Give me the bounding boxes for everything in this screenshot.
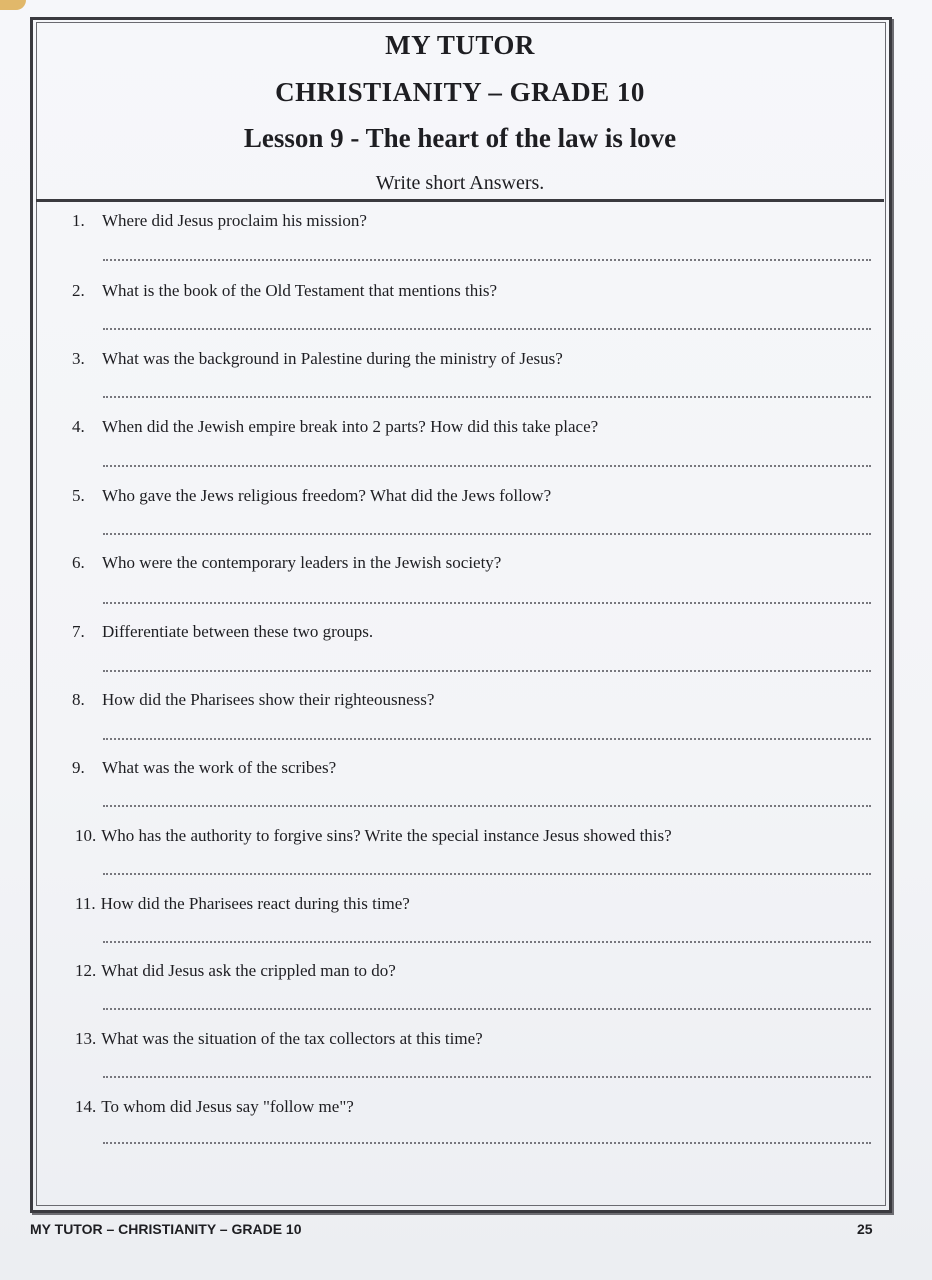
header-box <box>36 22 884 202</box>
answer-line[interactable] <box>103 465 871 467</box>
answer-line[interactable] <box>103 328 871 330</box>
question-text: What was the background in Palestine during the ministry of Jesus? <box>102 349 563 368</box>
question-text: When did the Jewish empire break into 2 parts? How did this take place? <box>102 417 599 436</box>
page-number: 25 <box>857 1221 873 1237</box>
publisher-title: MY TUTOR <box>385 30 535 60</box>
question-text: Where did Jesus proclaim his mission? <box>102 211 367 230</box>
answer-line[interactable] <box>103 805 871 807</box>
question-text: Who gave the Jews religious freedom? What did the Jews follow? <box>102 486 552 505</box>
question-number: 6. <box>72 553 85 572</box>
question-item <box>75 961 396 981</box>
corner-mark <box>0 0 26 10</box>
question-text: What is the book of the Old Testament that mentions this? <box>102 281 498 300</box>
instruction-text: Write short Answers. <box>375 172 545 194</box>
question-item <box>72 553 501 573</box>
answer-line[interactable] <box>103 533 871 535</box>
footer-title: MY TUTOR – CHRISTIANITY – GRADE 10 <box>30 1221 302 1237</box>
question-number: 12. <box>75 961 97 980</box>
answer-line[interactable] <box>103 1008 871 1010</box>
question-number: 4. <box>72 417 85 436</box>
question-text: Who were the contemporary leaders in the Jewish society? <box>102 553 502 572</box>
question-number: 2. <box>72 281 85 300</box>
question-item <box>72 211 367 231</box>
answer-line[interactable] <box>103 1076 871 1078</box>
answer-line[interactable] <box>103 941 871 943</box>
question-text: Differentiate between these two groups. <box>102 622 374 641</box>
question-text: What did Jesus ask the crippled man to do? <box>101 961 396 980</box>
question-number: 1. <box>72 211 85 230</box>
question-item <box>75 826 672 846</box>
question-number: 14. <box>75 1097 97 1116</box>
question-item <box>72 281 497 301</box>
question-text: How did the Pharisees react during this time? <box>100 894 410 913</box>
answer-line[interactable] <box>103 259 871 261</box>
question-text: What was the situation of the tax collectors at this time? <box>101 1029 483 1048</box>
answer-line[interactable] <box>103 738 871 740</box>
question-number: 5. <box>72 486 85 505</box>
answer-line[interactable] <box>103 670 871 672</box>
question-item <box>72 417 598 437</box>
question-text: Who has the authority to forgive sins? Write the special instance Jesus showed this? <box>101 826 672 845</box>
question-item <box>75 894 410 914</box>
question-number: 7. <box>72 622 85 641</box>
answer-line[interactable] <box>103 873 871 875</box>
question-number: 8. <box>72 690 85 709</box>
question-item <box>75 1029 483 1049</box>
question-item <box>72 486 551 506</box>
answer-line[interactable] <box>103 396 871 398</box>
question-text: To whom did Jesus say "follow me"? <box>101 1097 354 1116</box>
question-number: 13. <box>75 1029 97 1048</box>
question-number: 3. <box>72 349 85 368</box>
answer-line[interactable] <box>103 1142 871 1144</box>
lesson-title: Lesson 9 - The heart of the law is love <box>243 123 677 153</box>
answer-line[interactable] <box>103 602 871 604</box>
question-item <box>72 690 434 710</box>
question-item <box>72 758 336 778</box>
question-number: 9. <box>72 758 85 777</box>
question-text: How did the Pharisees show their righteousness? <box>102 690 435 709</box>
question-item <box>75 1097 354 1117</box>
subject-title: CHRISTIANITY – GRADE 10 <box>275 77 645 107</box>
question-item <box>72 349 563 369</box>
question-text: What was the work of the scribes? <box>102 758 337 777</box>
question-number: 11. <box>75 894 96 913</box>
question-item <box>72 622 373 642</box>
question-number: 10. <box>75 826 97 845</box>
